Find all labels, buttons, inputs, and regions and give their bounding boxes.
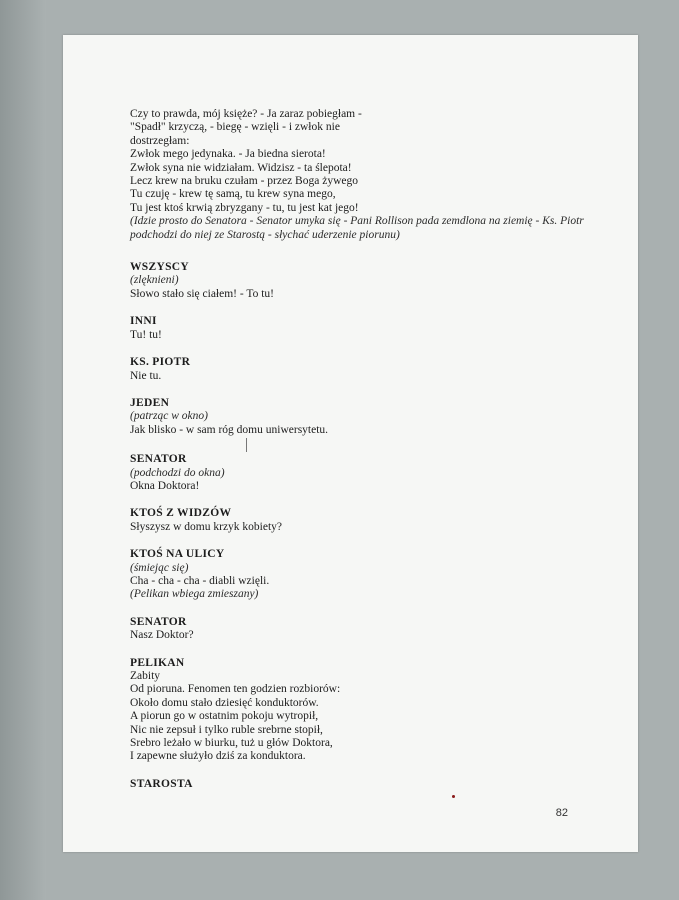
speaker-name: SENATOR — [130, 615, 187, 628]
verse-line: A piorun go w ostatnim pokoju wytropił, — [130, 710, 319, 723]
verse-line: Tu! tu! — [130, 328, 162, 341]
speaker-name: PELIKAN — [130, 656, 185, 669]
verse-line: Czy to prawda, mój księże? - Ja zaraz pobiegłam - — [130, 108, 362, 120]
verse-line: Nic nie zepsuł i tylko ruble srebrne stopił, — [130, 723, 323, 736]
stage-direction: (Idzie prosto do Senatora - Senator umyka się - Pani Rollison pada zemdlona na ziemię - Ks. Piotr podchodzi do niej ze Starostą - słychać uderzenie piorunu) — [130, 215, 584, 241]
speech-block — [130, 261, 600, 301]
verse-line: Nie tu. — [130, 369, 162, 382]
speech-block — [130, 657, 600, 764]
page-text — [130, 108, 600, 791]
verse-line: Zabity — [130, 670, 161, 682]
verse-line: "Spadł" krzyczą, - biegę - wzięli - i zwłok nie — [130, 121, 340, 134]
speech-block — [130, 778, 600, 791]
verse-line: Srebro leżało w biurku, tuż u głów Doktora, — [130, 737, 333, 750]
scan-speck — [246, 438, 247, 452]
speaker-name: INNI — [130, 315, 157, 328]
speaker-name: JEDEN — [130, 396, 170, 409]
speaker-name: KS. PIOTR — [130, 356, 191, 369]
verse-line: Jak blisko - w sam róg domu uniwersytetu. — [130, 423, 329, 436]
verse-line: Lecz krew na bruku czułam - przez Boga żywego — [130, 175, 358, 188]
verse-line: Zwłok syna nie widziałam. Widzisz - ta ślepota! — [130, 161, 352, 174]
stage-direction: (podchodzi do okna) — [130, 466, 225, 479]
speech-block — [130, 548, 600, 602]
verse-line: Cha - cha - cha - diabli wzięli. — [130, 574, 270, 587]
speaker-name: KTOŚ NA ULICY — [130, 548, 225, 561]
speaker-name: WSZYSCY — [130, 261, 189, 274]
scan-speck — [452, 795, 455, 798]
stage-direction: (zlęknieni) — [130, 274, 179, 287]
speech-block — [130, 315, 600, 342]
stage-direction: (śmiejąc się) — [130, 561, 189, 574]
page-number: 82 — [555, 807, 568, 819]
speaker-name: KTOŚ Z WIDZÓW — [130, 507, 232, 520]
stage-direction: (patrząc w okno) — [130, 410, 208, 423]
verse-line: Słowo stało się ciałem! - To tu! — [130, 287, 274, 300]
verse-line: dostrzegłam: — [130, 134, 190, 147]
speech-block — [130, 616, 600, 643]
speech-block — [130, 356, 600, 383]
verse-line: Tu jest ktoś krwią zbryzgany - tu, tu jest kat jego! — [130, 201, 359, 214]
opening-passage — [130, 108, 600, 242]
speech-block — [130, 453, 600, 493]
stage-direction: (Pelikan wbiega zmieszany) — [130, 588, 259, 601]
verse-line: Okna Doktora! — [130, 479, 200, 492]
verse-line: Od pioruna. Fenomen ten godzien rozbiorów: — [130, 683, 341, 696]
verse-line: Nasz Doktor? — [130, 629, 194, 642]
verse-line: Około domu stało dziesięć konduktorów. — [130, 696, 319, 709]
verse-line: I zapewne służyło dziś za konduktora. — [130, 750, 306, 763]
speech-block — [130, 397, 600, 437]
speaker-name: SENATOR — [130, 453, 187, 466]
verse-line: Zwłok mego jedynaka. - Ja biedna sierota! — [130, 148, 326, 161]
document-page — [63, 35, 638, 852]
scan-background-edge — [0, 0, 46, 900]
speech-block — [130, 507, 600, 534]
verse-line: Słyszysz w domu krzyk kobiety? — [130, 520, 283, 533]
verse-line: Tu czuję - krew tę samą, tu krew syna mego, — [130, 188, 336, 201]
speaker-name: STAROSTA — [130, 777, 193, 790]
